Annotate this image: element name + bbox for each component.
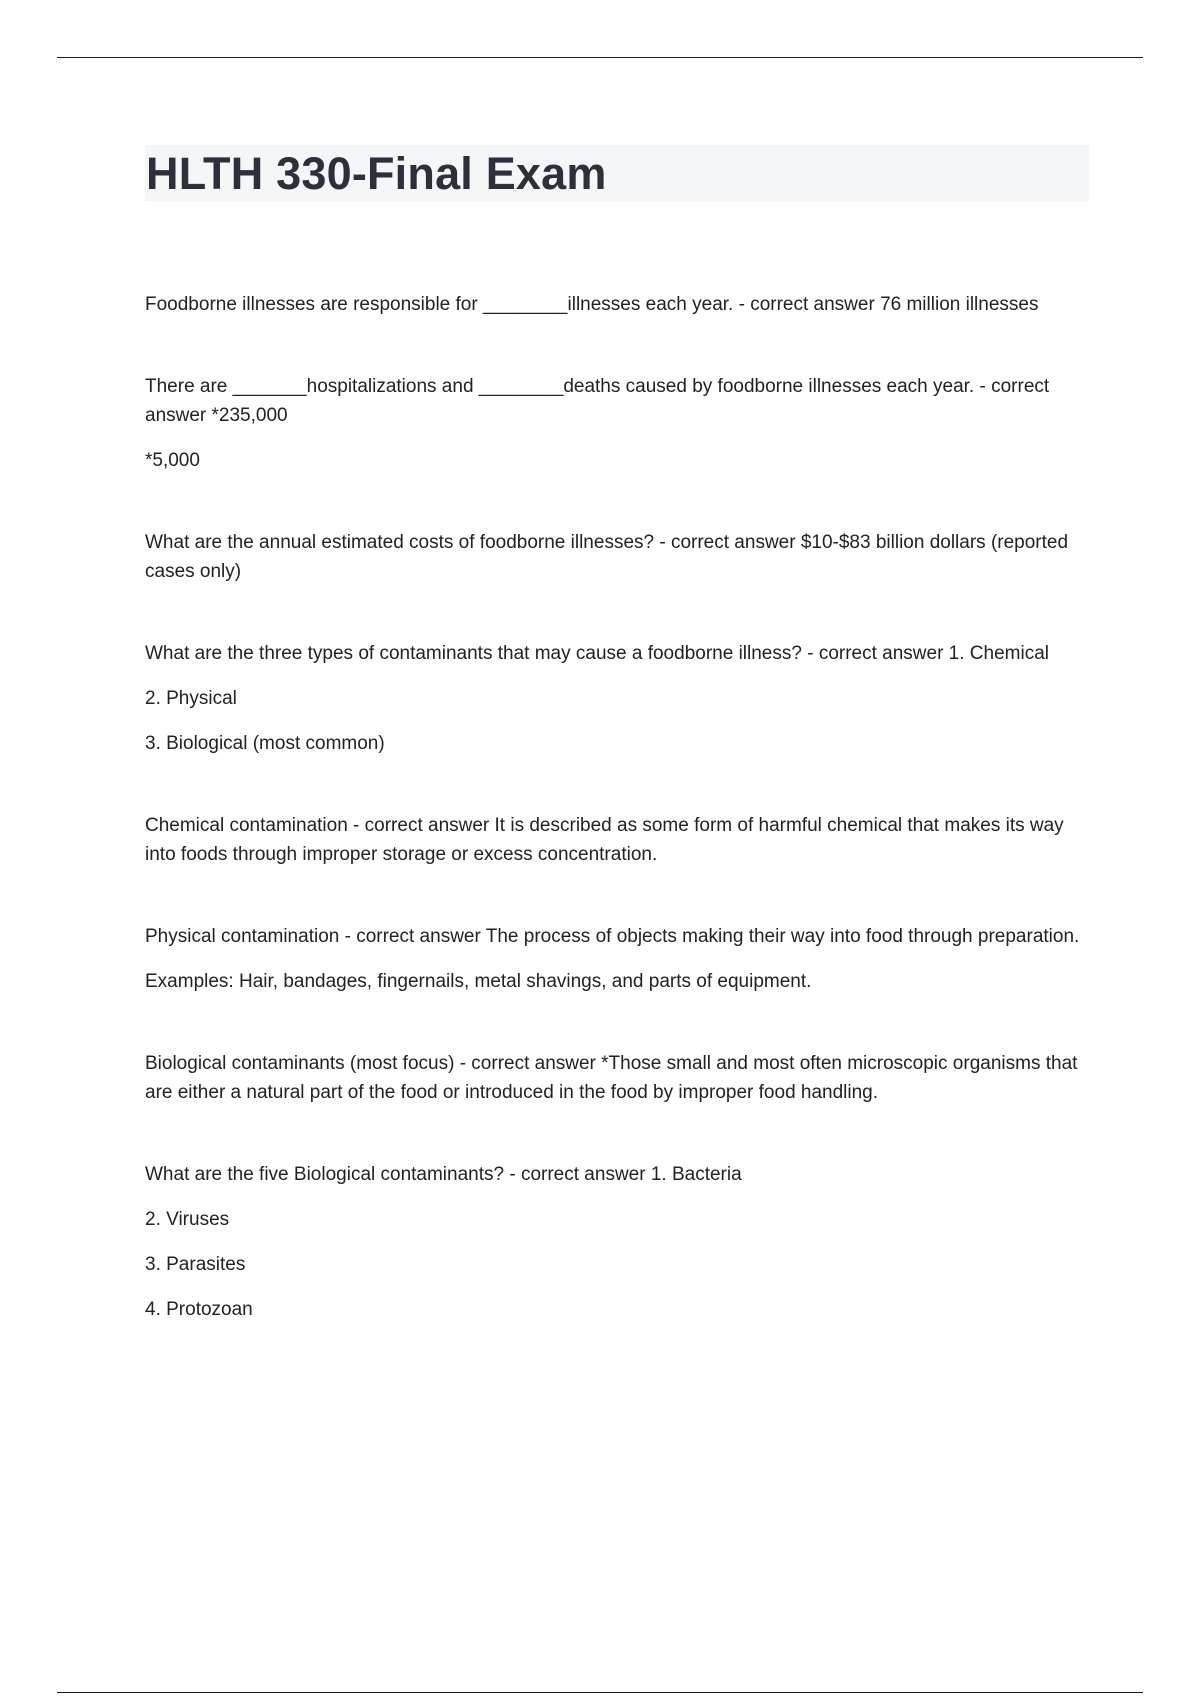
qa-text: Chemical contamination - correct answer It is described as some form of harmful chemical that makes its way into foods through improper storage or excess concentration. xyxy=(145,815,1064,865)
qa-item xyxy=(145,639,1090,758)
qa-item xyxy=(145,290,1090,319)
qa-text: Physical contamination - correct answer The process of objects making their way into food through preparation. xyxy=(145,926,1080,947)
header-rule xyxy=(57,57,1143,58)
qa-text: 3. Parasites xyxy=(145,1254,246,1275)
qa-item xyxy=(145,1160,1090,1324)
qa-text: 2. Physical xyxy=(145,688,237,709)
qa-text: 3. Biological (most common) xyxy=(145,733,385,754)
qa-text: *5,000 xyxy=(145,450,200,471)
qa-item xyxy=(145,1049,1090,1107)
qa-text: Foodborne illnesses are responsible for ________illnesses each year. - correct answer 76 million illnesses xyxy=(145,294,1039,315)
footer-rule xyxy=(57,1692,1143,1693)
qa-text: What are the three types of contaminants that may cause a foodborne illness? - correct answer 1. Chemical xyxy=(145,643,1050,664)
qa-text: What are the five Biological contaminants? - correct answer 1. Bacteria xyxy=(145,1164,742,1185)
qa-item xyxy=(145,811,1090,869)
qa-text: 2. Viruses xyxy=(145,1209,230,1230)
qa-text: 4. Protozoan xyxy=(145,1299,253,1320)
qa-text: Examples: Hair, bandages, fingernails, metal shavings, and parts of equipment. xyxy=(145,971,812,992)
page-title: HLTH 330-Final Exam xyxy=(146,148,607,199)
qa-item xyxy=(145,922,1090,996)
document-body xyxy=(145,290,1090,1324)
qa-text: There are _______hospitalizations and ________deaths caused by foodborne illnesses each year. - correct answer *235,000 xyxy=(145,376,1050,426)
qa-item xyxy=(145,528,1090,586)
qa-text: What are the annual estimated costs of foodborne illnesses? - correct answer $10-$83 billion dollars (reported cases only) xyxy=(145,532,1069,582)
qa-text: Biological contaminants (most focus) - correct answer *Those small and most often microscopic organisms that are either a natural part of the food or introduced in the food by improper food handling. xyxy=(145,1053,1078,1103)
qa-item xyxy=(145,372,1090,475)
